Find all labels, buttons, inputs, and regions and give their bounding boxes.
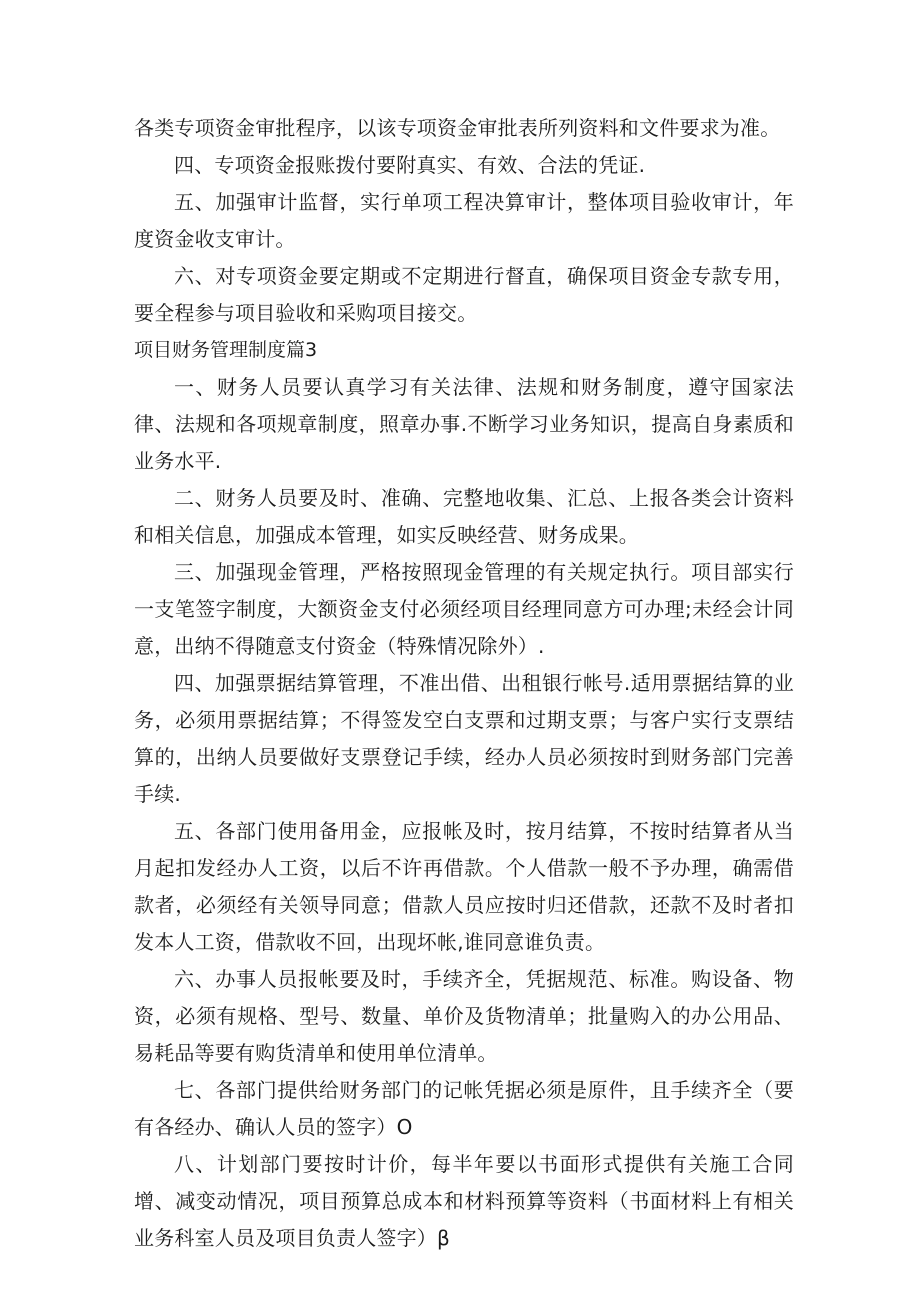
paragraph-item-4: 四、专项资金报账拨付要附真实、有效、合法的凭证.	[174, 153, 646, 177]
section-paragraph-6: 六、办事人员报帐要及时，手续齐全，凭据规范、标准。购设备、物资，必须有规格、型号、数量、单价及货物清单；批量购入的办公用品、易耗品等要有购货清单和使用单位清单。	[134, 967, 794, 1065]
paragraph-approval-procedure: 各类专项资金审批程序，以该专项资金审批表所列资料和文件要求为准。	[134, 116, 781, 140]
section-paragraph-3: 三、加强现金管理，严格按照现金管理的有关规定执行。项目部实行一支笔签字制度，大额资金支付必须经项目经理同意方可办理;未经会计同意，出纳不得随意支付资金（特殊情况除外）.	[134, 560, 794, 658]
document-body	[134, 110, 794, 1257]
section-paragraph-8: 八、计划部门要按时计价，每半年要以书面形式提供有关施工合同增、减变动情况，项目预算总成本和材料预算等资料（书面材料上有相关业务科室人员及项目负责人签字）β	[134, 1152, 794, 1250]
section-paragraph-2: 二、财务人员要及时、准确、完整地收集、汇总、上报各类会计资料和相关信息，加强成本管理，如实反映经营、财务成果。	[134, 486, 794, 547]
section-paragraph-4: 四、加强票据结算管理，不准出借、出租银行帐号.适用票据结算的业务，必须用票据结算；不得签发空白支票和过期支票；与客户实行支票结算的，出纳人员要做好支票登记手续，经办人员必须按时到财务部门完善手续.	[134, 671, 794, 806]
section-paragraph-1: 一、财务人员要认真学习有关法律、法规和财务制度，遵守国家法律、法规和各项规章制度，照章办事.不断学习业务知识，提高自身素质和业务水平.	[134, 375, 794, 473]
section-title: 项目财务管理制度篇3	[134, 339, 318, 361]
section-paragraph-5: 五、各部门使用备用金，应报帐及时，按月结算，不按时结算者从当月起扣发经办人工资，以后不许再借款。个人借款一般不予办理，确需借款者，必须经有关领导同意；借款人员应按时归还借款，还款不及时者扣发本人工资，借款收不回，出现坏帐,谁同意谁负责。	[134, 819, 794, 954]
paragraph-item-6: 六、对专项资金要定期或不定期进行督直，确保项目资金专款专用，要全程参与项目验收和采购项目接交。	[134, 264, 794, 325]
section-paragraph-7: 七、各部门提供给财务部门的记帐凭据必须是原件，且手续齐全（要有各经办、确认人员的签字）O	[134, 1078, 794, 1139]
paragraph-item-5: 五、加强审计监督，实行单项工程决算审计，整体项目验收审计，年度资金收支审计。	[134, 190, 794, 251]
